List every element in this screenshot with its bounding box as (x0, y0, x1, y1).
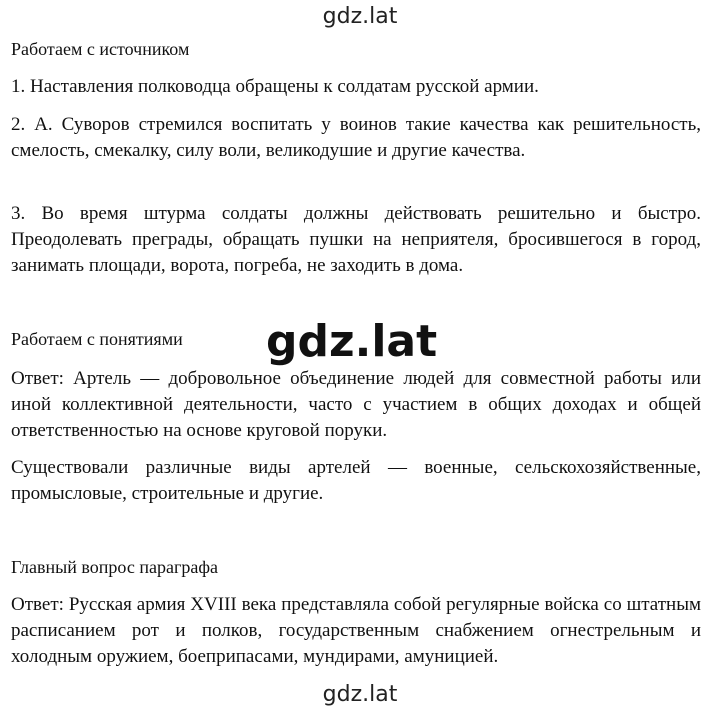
watermark-top: gdz.lat (322, 4, 398, 29)
watermark-center: gdz.lat (266, 316, 438, 367)
heading-main-question: Главный вопрос параграфа (11, 557, 218, 577)
concepts-answer: Ответ: Артель — добровольное объединение людей для совместной работы или иной коллективной деятельности, часто с участием в общих доходах и общей ответственностью на основе круговой поруки. (11, 368, 701, 441)
heading-concepts: Работаем с понятиями (11, 329, 183, 349)
heading-source: Работаем с источником (11, 39, 190, 59)
source-item-2: 2. А. Суворов стремился воспитать у воинов такие качества как решительность, смелость, смекалку, силу воли, великодушие и другие качества. (11, 114, 701, 161)
main-question-answer: Ответ: Русская армия XVIII века представляла собой регулярные войска со штатным расписанием рот и полков, государственным снабжением огнестрельным и холодным оружием, боеприпасами, мундирами, амуницией. (11, 594, 701, 667)
concepts-extra: Существовали различные виды артелей — военные, сельскохозяйственные, промысловые, строительные и другие. (11, 457, 701, 504)
source-item-1: 1. Наставления полководца обращены к солдатам русской армии. (11, 76, 539, 97)
source-item-3: 3. Во время штурма солдаты должны действовать решительно и быстро. Преодолевать преграды, обращать пушки на неприятеля, бросившегося в город, занимать площади, ворота, погреба, не заходить в дома. (11, 203, 701, 276)
watermark-bottom: gdz.lat (322, 682, 398, 707)
